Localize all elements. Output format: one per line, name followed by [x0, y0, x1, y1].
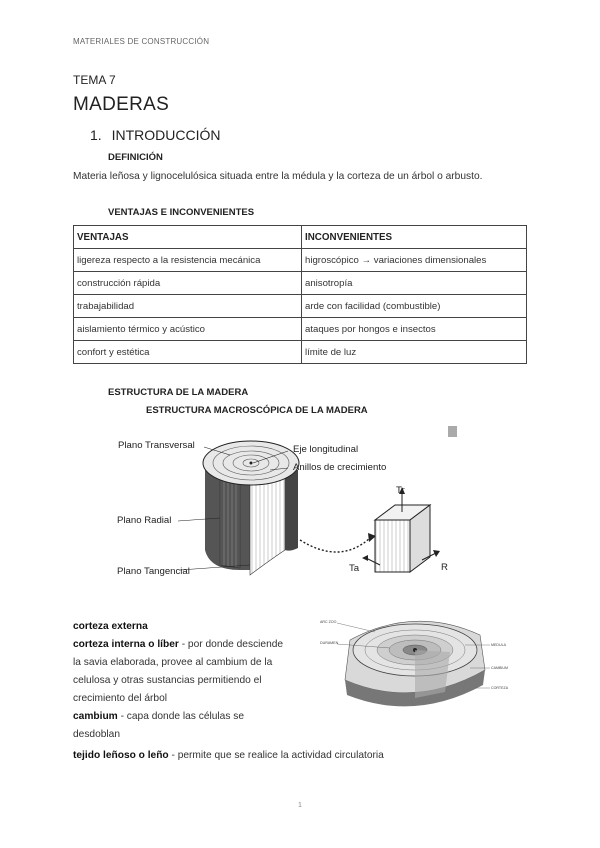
- label-plano-tangencial: Plano Tangencial: [117, 566, 190, 577]
- table-row: [74, 272, 527, 295]
- corteza-externa-item: corteza externa: [73, 621, 148, 632]
- table-cell: confort y estética: [74, 341, 302, 364]
- table-header-row: [74, 226, 527, 249]
- page-header: MATERIALES DE CONSTRUCCIÓN: [73, 37, 210, 46]
- table-row: [74, 341, 527, 364]
- table-row: [74, 318, 527, 341]
- table-cell: arde con facilidad (combustible): [302, 295, 527, 318]
- leno-item: tejido leñoso o leño - permite que se realice la actividad circulatoria: [73, 750, 384, 761]
- table-cell: aislamiento térmico y acústico: [74, 318, 302, 341]
- section-heading-introduccion: [90, 127, 220, 143]
- label-anillos: Anillos de crecimiento: [293, 462, 387, 473]
- label-plano-radial: Plano Radial: [117, 515, 172, 526]
- log-section-diagram: [315, 610, 525, 720]
- label-duramen: DURAMEN: [320, 641, 339, 645]
- page-title: MADERAS: [73, 94, 170, 115]
- table-cell: ataques por hongos e insectos: [302, 318, 527, 341]
- definicion-text: Materia leñosa y lignocelulósica situada entre la médula y la corteza de un árbol o arbusto.: [73, 171, 483, 182]
- radial-face: [220, 470, 240, 568]
- table-cell: anisotropía: [302, 272, 527, 295]
- page-number: 1: [298, 802, 302, 809]
- tema-label: TEMA 7: [73, 73, 116, 87]
- section-number: 1.: [90, 127, 102, 143]
- label-eje-longitudinal: Eje longitudinal: [293, 444, 359, 455]
- table-header-inconvenientes: INCONVENIENTES: [302, 226, 527, 249]
- table-cell: construcción rápida: [74, 272, 302, 295]
- label-corteza: CORTEZA: [491, 686, 509, 690]
- label-plano-transversal: Plano Transversal: [118, 440, 195, 451]
- dotted-arrow: [300, 538, 370, 552]
- ventajas-table: [73, 225, 527, 364]
- estructura-subheading: ESTRUCTURA MACROSCÓPICA DE LA MADERA: [146, 405, 368, 416]
- table-cell: ligereza respecto a la resistencia mecánica: [74, 249, 302, 272]
- label-arc: ARC ZOO: [320, 620, 337, 624]
- label-r: R: [441, 562, 448, 573]
- ventajas-heading: VENTAJAS E INCONVENIENTES: [108, 207, 255, 218]
- cambium-item: cambium - capa donde las células se desdoblan: [73, 711, 245, 740]
- tangential-face: [250, 470, 285, 575]
- label-cambium: CAMBIUM: [491, 666, 508, 670]
- trunk-right-side: [285, 470, 298, 551]
- definicion-heading: DEFINICIÓN: [108, 152, 163, 163]
- table-cell: trabajabilidad: [74, 295, 302, 318]
- table-cell: higroscópico → variaciones dimensionales: [302, 249, 527, 272]
- table-cell: límite de luz: [302, 341, 527, 364]
- section-label: INTRODUCCIÓN: [111, 127, 221, 143]
- layer-descriptions: [73, 618, 288, 744]
- table-header-ventajas: VENTAJAS: [74, 226, 302, 249]
- table-row: [74, 295, 527, 318]
- cube-front: [375, 520, 410, 572]
- estructura-heading: ESTRUCTURA DE LA MADERA: [108, 387, 249, 398]
- corteza-interna-item: corteza interna o líber - por donde desciende la savia elaborada, provee al cambium de la celulosa y otras sustancias permitiendo el crecimiento del árbol: [73, 639, 284, 704]
- label-tr: Tr: [396, 485, 405, 496]
- table-row: [74, 249, 527, 272]
- label-medula: MEDULA: [491, 643, 506, 647]
- label-ta: Ta: [349, 563, 360, 574]
